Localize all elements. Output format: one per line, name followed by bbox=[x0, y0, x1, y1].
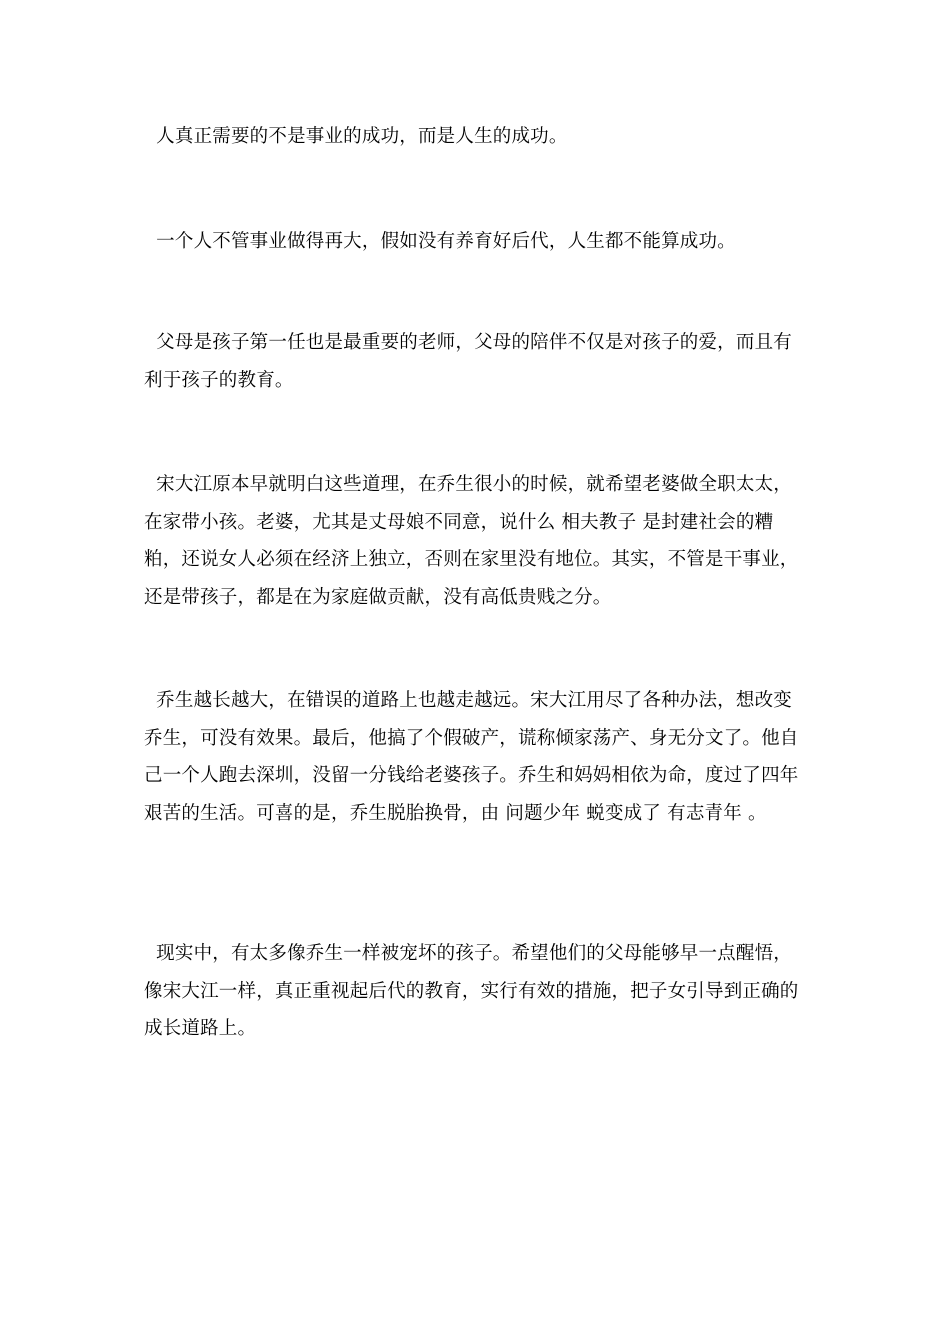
paragraph-1: 人真正需要的不是事业的成功，而是人生的成功。 bbox=[144, 126, 568, 147]
paragraph-3: 父母是孩子第一任也是最重要的老师，父母的陪伴不仅是对孩子的爱，而且有利于孩子的教育。 bbox=[144, 332, 792, 391]
paragraph-2: 一个人不管事业做得再大，假如没有养育好后代，人生都不能算成功。 bbox=[144, 231, 736, 252]
paragraph-5: 乔生越长越大，在错误的道路上也越走越远。宋大江用尽了各种办法，想改变乔生，可没有效果。最后，他搞了个假破产，谎称倾家荡产、身无分文了。他自己一个人跑去深圳，没留一分钱给老婆孩子。乔生和妈妈相依为命，度过了四年艰苦的生活。可喜的是，乔生脱胎换骨，由 问题少年 蜕变成了 有志青年 。 bbox=[144, 690, 799, 824]
paragraph-4: 宋大江原本早就明白这些道理，在乔生很小的时候，就希望老婆做全职太太，在家带小孩。老婆，尤其是丈母娘不同意，说什么 相夫教子 是封建社会的糟粕，还说女人必须在经济上独立，否则在家里没有地位。其实，不管是干事业，还是带孩子，都是在为家庭做贡献，没有高低贵贱之分。 bbox=[144, 474, 799, 608]
paragraph-6: 现实中，有太多像乔生一样被宠坏的孩子。希望他们的父母能够早一点醒悟，像宋大江一样，真正重视起后代的教育，实行有效的措施，把子女引导到正确的成长道路上。 bbox=[144, 943, 799, 1039]
